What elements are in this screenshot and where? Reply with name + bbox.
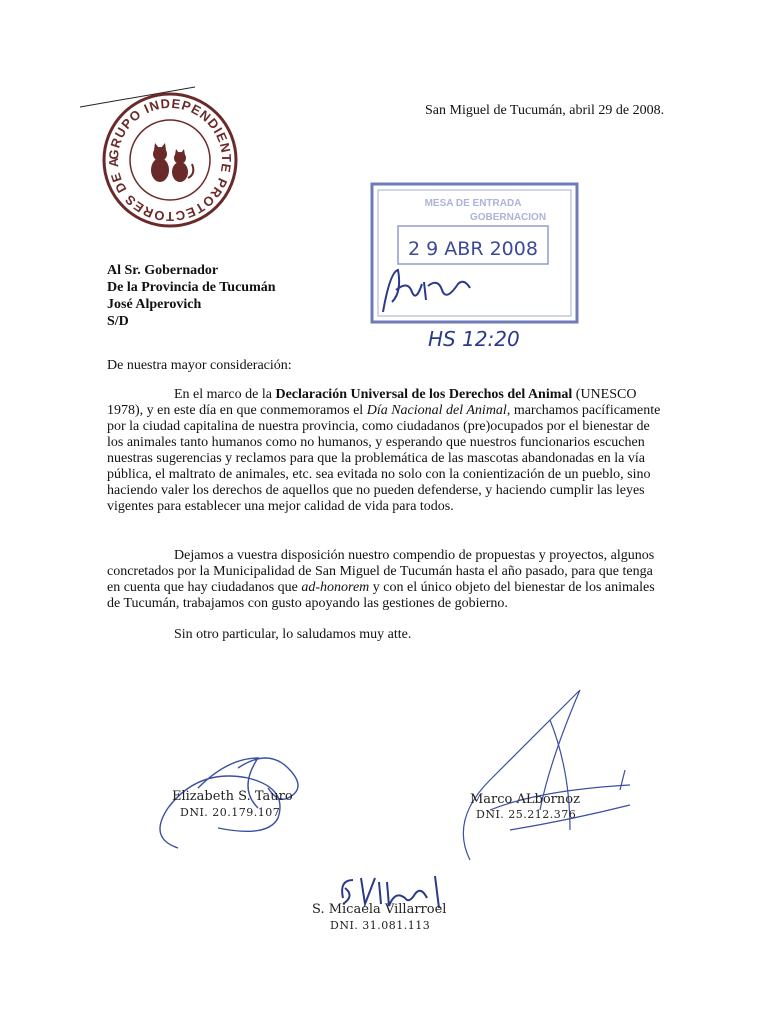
organization-seal-logo xyxy=(94,78,240,230)
signer-3-dni: DNI. 31.081.113 xyxy=(330,919,431,932)
signature-2-scribble xyxy=(430,680,650,870)
paragraph-1: En el marco de la Declaración Universal de los Derechos del Animal (UNESCO 1978), y en este día en que conmemoramos el Día Nacional del Animal, marchamos pacíficamente por la ciudad capitalina de nuestra provincia, como ciudadanos (pre)ocupados por el bienestar de los animales tanto humanos como no humanos, y esperando que nuestros funcionarios escuchen nuestras sugerencias y reclamos para que la problemática de las mascotas abandonadas en la vía pública, el maltrato de animales, etc. sea evitada no solo con la conientización de un pueblo, sino haciendo valer los derechos de aquellos que no pueden defenderse, y haciendo cumplir las leyes vigentes para establecer una mejor calidad de vida para todos. xyxy=(107,387,661,514)
recipient-block xyxy=(107,262,276,330)
signer-3-name: S. Micaela Villarroel xyxy=(312,902,447,917)
salutation: De nuestra mayor consideración: xyxy=(107,358,292,373)
signer-1-name: Elizabeth S. Tauro xyxy=(172,789,293,804)
stamp-office-line2: GOBERNACION xyxy=(469,212,547,223)
letter-date: San Miguel de Tucumán, abril 29 de 2008. xyxy=(425,103,665,118)
signer-2-dni: DNI. 25.212.376 xyxy=(476,808,577,821)
recipient-line-2: De la Provincia de Tucumán xyxy=(107,280,276,295)
received-signature-scribble xyxy=(378,262,498,322)
svg-text:HS 12:20: HS 12:20 xyxy=(428,327,520,351)
seal-ring-text: GRUPO INDEPENDIENTE PROTECTORES DE ANIMALES TUCUMAN xyxy=(94,78,235,225)
recipient-line-3: José Alperovich xyxy=(107,297,202,312)
closing-line: Sin otro particular, lo saludamos muy atte. xyxy=(174,627,412,642)
stamp-office-line1: MESA DE ENTRADA xyxy=(424,198,522,209)
cats-icon xyxy=(151,143,193,182)
handwritten-time xyxy=(428,318,528,358)
signer-1-dni: DNI. 20.179.107 xyxy=(180,806,281,819)
recipient-line-1: Al Sr. Gobernador xyxy=(107,263,219,278)
paragraph-2: Dejamos a vuestra disposición nuestro compendio de propuestas y proyectos, algunos concretados por la Municipalidad de San Miguel de Tucumán hasta el año pasado, para que tenga en cuenta que hay ciudadanos que ad-honorem y con el único objeto del bienestar de los animales de Tucumán, trabajamos con gusto apoyando las gestiones de gobierno. xyxy=(107,548,655,611)
stamp-date: 2 9 ABR 2008 xyxy=(408,238,538,260)
signer-2-name: Marco ALbornoz xyxy=(470,792,580,807)
recipient-line-4: S/D xyxy=(107,314,129,329)
